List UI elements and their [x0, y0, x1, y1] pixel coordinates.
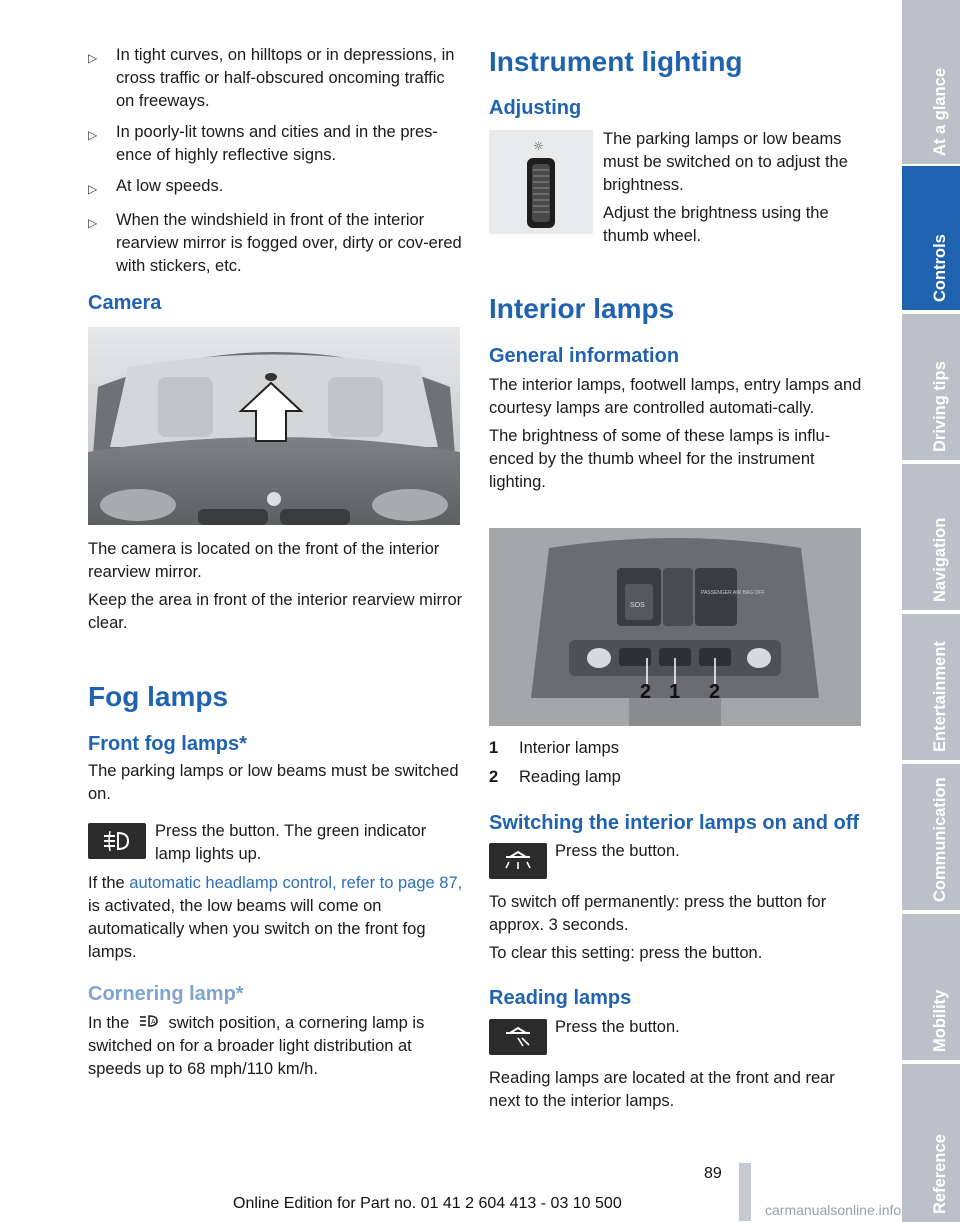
reading-lamp-button-icon — [489, 1019, 547, 1055]
reading-button-text: Press the button. — [555, 1018, 680, 1036]
bullet-list — [88, 44, 463, 278]
page-number-bar — [739, 1163, 751, 1221]
interior-lamps-heading: Interior lamps — [489, 293, 675, 324]
switching-text: To switch off permanently: press the button for approx. 3 seconds. To clear this setting: press the button. — [489, 893, 827, 962]
callout-label: 1 — [669, 681, 681, 703]
triangle-bullet-icon: ▷ — [88, 51, 98, 65]
triangle-bullet-icon: ▷ — [88, 182, 98, 196]
tab-at-a-glance[interactable]: At a glance — [902, 0, 960, 164]
tab-controls[interactable]: Controls — [902, 166, 960, 310]
overhead-console-photo — [489, 528, 861, 726]
thumb-wheel-image — [489, 130, 593, 234]
tab-reference[interactable]: Reference — [902, 1064, 960, 1222]
camera-photo — [88, 327, 460, 525]
adjusting-heading: Adjusting — [489, 97, 582, 119]
adjusting-text: The parking lamps or low beams must be switched on to adjust the brightness. Adjust the brightness using the thumb wheel. — [603, 130, 848, 245]
front-fog-text: The parking lamps or low beams must be switched on. — [88, 762, 459, 803]
front-fog-heading: Front fog lamps* — [88, 733, 247, 755]
callout-label: 2 — [640, 681, 652, 703]
sos-button-label: SOS — [630, 602, 645, 609]
tab-navigation[interactable]: Navigation — [902, 464, 960, 610]
reading-lamps-heading: Reading lamps — [489, 987, 632, 1009]
camera-text: The camera is located on the front of the interior rearview mirror. Keep the area in front of the interior rearview mirror clear. — [88, 540, 463, 632]
reading-lamps-text: Reading lamps are located at the front and rear next to the interior lamps. — [489, 1069, 835, 1110]
tab-mobility[interactable]: Mobility — [902, 914, 960, 1060]
general-information-text: The interior lamps, footwell lamps, entry lamps and courtesy lamps are controlled automati-cally. The brightness of some of these lamps is influ-enced by the thumb wheel for the instrument lighting. — [489, 376, 862, 491]
switching-heading: Switching the interior lamps on and off — [489, 812, 860, 834]
list-item: ▷ In tight curves, on hilltops or in depressions, in cross traffic or half-obscured oncoming traffic on freeways. — [88, 44, 463, 113]
list-item: ▷ At low speeds. — [88, 175, 463, 201]
interior-lamp-button-icon — [489, 843, 547, 879]
tab-communication[interactable]: Communication — [902, 764, 960, 910]
svg-text:☼: ☼ — [533, 139, 544, 153]
list-item: ▷ When the windshield in front of the interior rearview mirror is fogged over, dirty or cov-ered with stickers, etc. — [88, 209, 463, 278]
triangle-bullet-icon: ▷ — [88, 216, 98, 230]
fog-lamps-heading: Fog lamps — [88, 681, 229, 712]
instrument-lighting-heading: Instrument lighting — [489, 46, 743, 77]
list-item: ▷ In poorly-lit towns and cities and in the pres-ence of highly reflective signs. — [88, 121, 463, 167]
tab-driving-tips[interactable]: Driving tips — [902, 314, 960, 460]
front-fog-auto-text: If the automatic headlamp control, refer to page 87, is activated, the low beams will come on automatically when you switch on the front fog lamps. — [88, 874, 463, 961]
general-information-heading: General information — [489, 345, 680, 367]
camera-heading: Camera — [88, 292, 162, 314]
footer-text: Online Edition for Part no. 01 41 2 604 413 - 03 10 500 — [233, 1195, 622, 1212]
triangle-bullet-icon: ▷ — [88, 128, 98, 142]
cornering-text: In the A switch position, a cornering lamp is switched on for a broader light distribution at speeds up to 68 mph/110 km/h. — [88, 1014, 425, 1078]
cornering-lamp-heading: Cornering lamp* — [88, 983, 244, 1005]
front-fog-button-text: Press the button. The green indicator lamp lights up. — [155, 822, 427, 863]
list-item: 1 Interior lamps — [489, 739, 619, 757]
legend — [489, 737, 864, 789]
watermark: carmanualsonline.info — [765, 1202, 902, 1218]
switching-button-text: Press the button. — [555, 842, 680, 860]
list-item: 2 Reading lamp — [489, 768, 621, 786]
svg-text:A: A — [150, 1019, 156, 1026]
page-number: 89 — [704, 1165, 722, 1182]
fog-lamp-button-icon — [88, 823, 146, 859]
callout-label: 2 — [709, 681, 721, 703]
headlamp-auto-icon — [134, 1012, 164, 1028]
tab-entertainment[interactable]: Entertainment — [902, 614, 960, 760]
headlamp-control-link[interactable]: automatic headlamp control, refer to page 87, — [129, 874, 463, 892]
airbag-indicator-label: PASSENGER AIR BAG OFF — [701, 590, 765, 596]
